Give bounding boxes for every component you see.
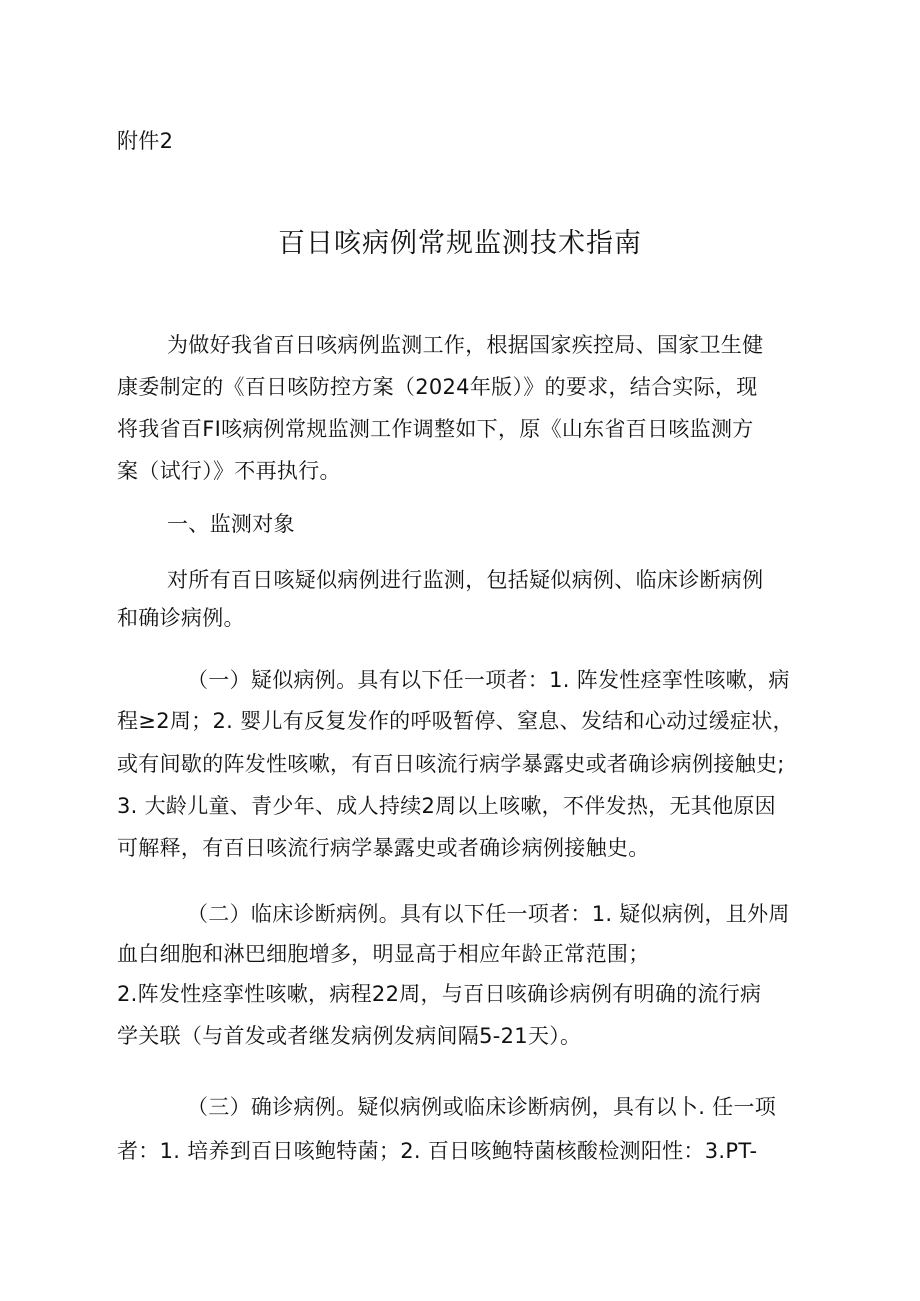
paragraph-line: 程≥2周；2. 婴儿有反复发作的呼吸暂停、窒息、发结和心动过缓症状，	[117, 709, 794, 733]
paragraph-line: （三）确诊病例。疑似病例或临床诊断病例，具有以卜. 任一项	[187, 1095, 777, 1119]
paragraph-line: 2.阵发性痉挛性咳嗽，病程22周，与百日咳确诊病例有明确的流行病	[117, 982, 762, 1006]
attachment-label: 附件2	[117, 129, 174, 153]
intro-line: 康委制定的《百日咳防控方案（2024年版）》的要求，结合实际，现	[117, 375, 758, 399]
paragraph-line: 可解释，有百日咳流行病学暴露史或者确诊病例接触史。	[117, 836, 650, 860]
paragraph-line: 3. 大龄儿童、青少年、成人持续2周以上咳嗽，不伴发热，无其他原因	[117, 794, 776, 818]
paragraph-line: 学关联（与首发或者继发病例发病间隔5-21天）。	[117, 1024, 582, 1048]
paragraph-line: （一）疑似病例。具有以下任一项者：1. 阵发性痉挛性咳嗽，病	[187, 668, 790, 692]
document-title: 百日咳病例常规监测技术指南	[278, 228, 642, 259]
paragraph-line: （二）临床诊断病例。具有以下任一项者：1. 疑似病例，且外周	[187, 902, 790, 926]
paragraph-line: 者：1. 培养到百日咳鲍特菌；2. 百日咳鲍特菌核酸检测阳性：3.PT-	[117, 1139, 758, 1163]
intro-line: 为做好我省百日咳病例监测工作，根据国家疾控局、国家卫生健	[167, 333, 764, 357]
paragraph-line: 和确诊病例。	[117, 606, 245, 630]
paragraph-line: 或有间歇的阵发性咳嗽，有百日咳流行病学暴露史或者确诊病例接触史;	[117, 752, 785, 776]
intro-line: 案（试行）》不再执行。	[117, 459, 341, 483]
paragraph-line: 血白细胞和淋巴细胞增多，明显高于相应年龄正常范围；	[117, 942, 650, 966]
paragraph-line: 对所有百日咳疑似病例进行监测，包括疑似病例、临床诊断病例	[167, 568, 764, 592]
section-heading: 一、监测对象	[167, 512, 295, 536]
intro-line: 将我省百FI咳病例常规监测工作调整如下，原《山东省百日咳监测方	[117, 417, 754, 441]
